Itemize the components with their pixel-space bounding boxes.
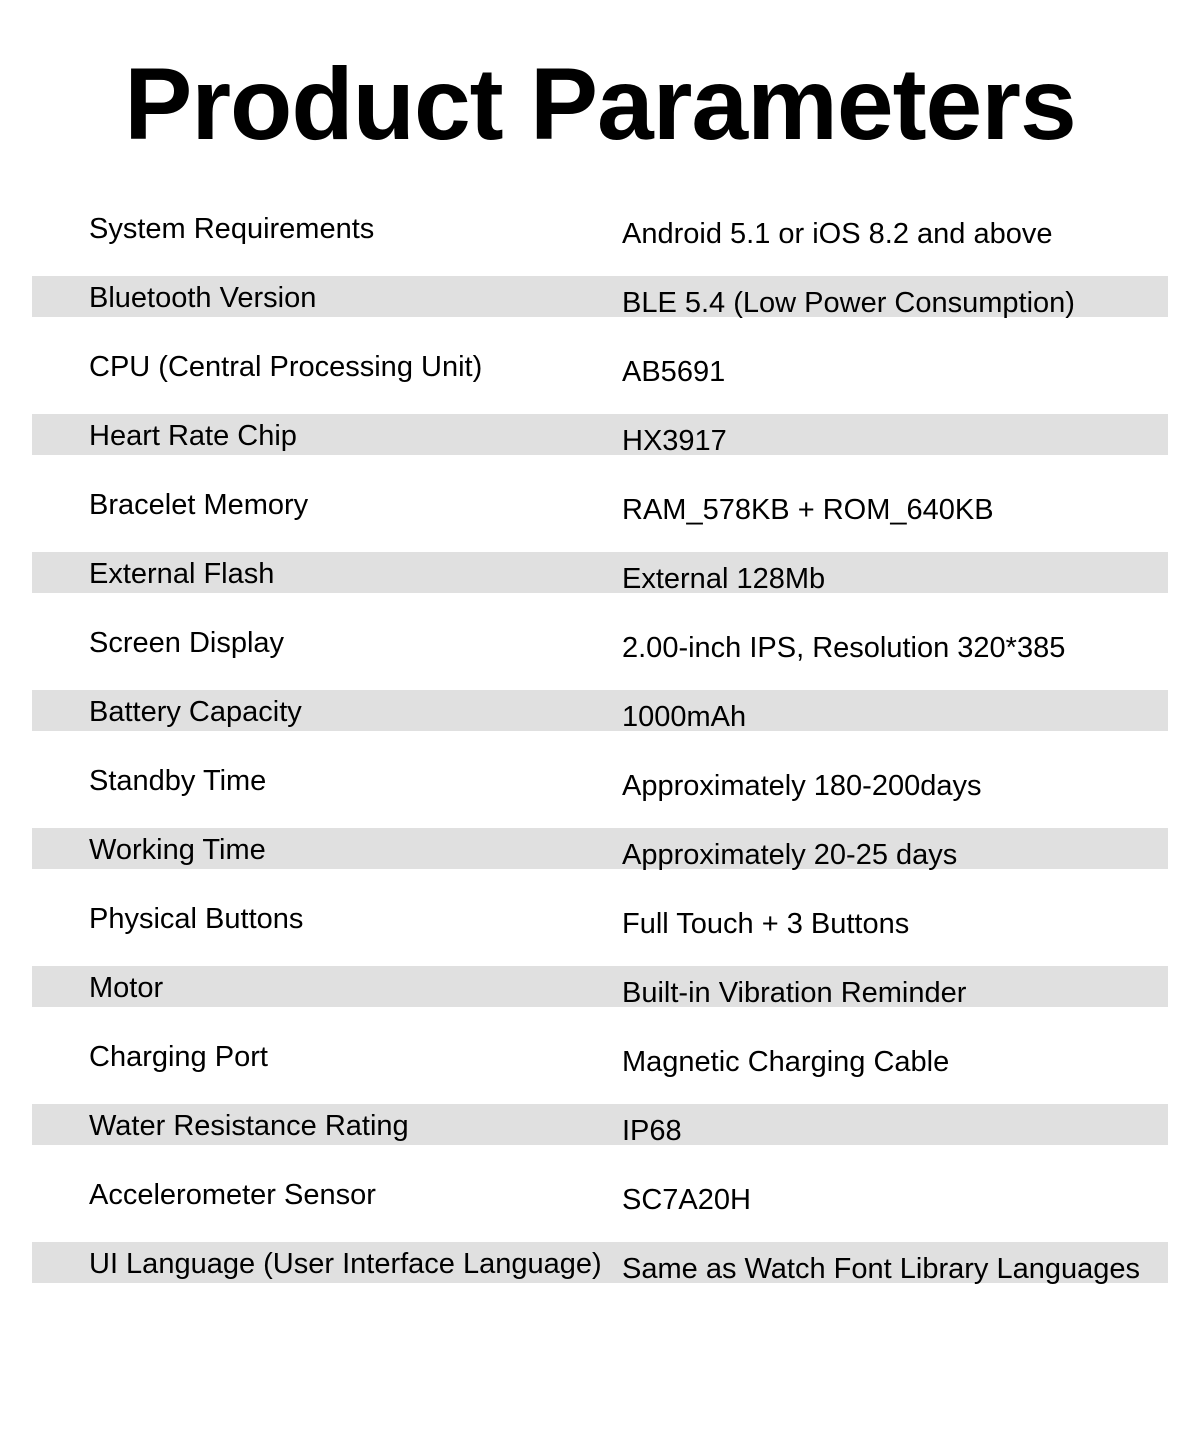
spec-row-battery-capacity [32, 690, 1168, 731]
spec-label: Charging Port [89, 1041, 268, 1073]
spec-value: Full Touch + 3 Buttons [622, 908, 910, 940]
spec-value: SC7A20H [622, 1184, 751, 1216]
spec-label: Water Resistance Rating [89, 1110, 409, 1142]
page-title: Product Parameters [124, 47, 1076, 161]
spec-value: Built-in Vibration Reminder [622, 977, 967, 1009]
spec-label: CPU (Central Processing Unit) [89, 351, 483, 383]
spec-label: UI Language (User Interface Language) [89, 1248, 602, 1280]
spec-value: IP68 [622, 1115, 682, 1147]
spec-row-system-requirements [32, 207, 1168, 248]
spec-label: Bracelet Memory [89, 489, 309, 521]
spec-value: Magnetic Charging Cable [622, 1046, 950, 1078]
spec-table [32, 207, 1168, 1311]
spec-value: Android 5.1 or iOS 8.2 and above [622, 218, 1053, 250]
spec-value: Approximately 180-200days [622, 770, 982, 802]
spec-label: Screen Display [89, 627, 285, 659]
spec-label: Standby Time [89, 765, 267, 797]
spec-label: Accelerometer Sensor [89, 1179, 376, 1211]
spec-row-charging-port [32, 1035, 1168, 1076]
spec-row-screen-display [32, 621, 1168, 662]
spec-label: External Flash [89, 558, 275, 590]
spec-row-external-flash [32, 552, 1168, 593]
spec-value: Same as Watch Font Library Languages [622, 1253, 1140, 1285]
spec-value: RAM_578KB + ROM_640KB [622, 494, 994, 526]
spec-label: Bluetooth Version [89, 282, 317, 314]
spec-label: Working Time [89, 834, 266, 866]
spec-label: Physical Buttons [89, 903, 304, 935]
spec-label: Motor [89, 972, 164, 1004]
spec-label: System Requirements [89, 213, 375, 245]
spec-row-working-time [32, 828, 1168, 869]
spec-row-physical-buttons [32, 897, 1168, 938]
spec-value: 1000mAh [622, 701, 747, 733]
spec-value: 2.00-inch IPS, Resolution 320*385 [622, 632, 1066, 664]
spec-row-ui-language [32, 1242, 1168, 1283]
spec-row-standby-time [32, 759, 1168, 800]
spec-value: AB5691 [622, 356, 726, 388]
spec-row-heart-rate-chip [32, 414, 1168, 455]
spec-label: Battery Capacity [89, 696, 302, 728]
spec-label: Heart Rate Chip [89, 420, 297, 452]
spec-row-cpu [32, 345, 1168, 386]
spec-value: Approximately 20-25 days [622, 839, 958, 871]
spec-row-water-resistance [32, 1104, 1168, 1145]
spec-row-motor [32, 966, 1168, 1007]
spec-row-bracelet-memory [32, 483, 1168, 524]
spec-row-bluetooth-version [32, 276, 1168, 317]
spec-row-accelerometer-sensor [32, 1173, 1168, 1214]
spec-value: External 128Mb [622, 563, 826, 595]
spec-value: BLE 5.4 (Low Power Consumption) [622, 287, 1075, 319]
spec-value: HX3917 [622, 425, 727, 457]
